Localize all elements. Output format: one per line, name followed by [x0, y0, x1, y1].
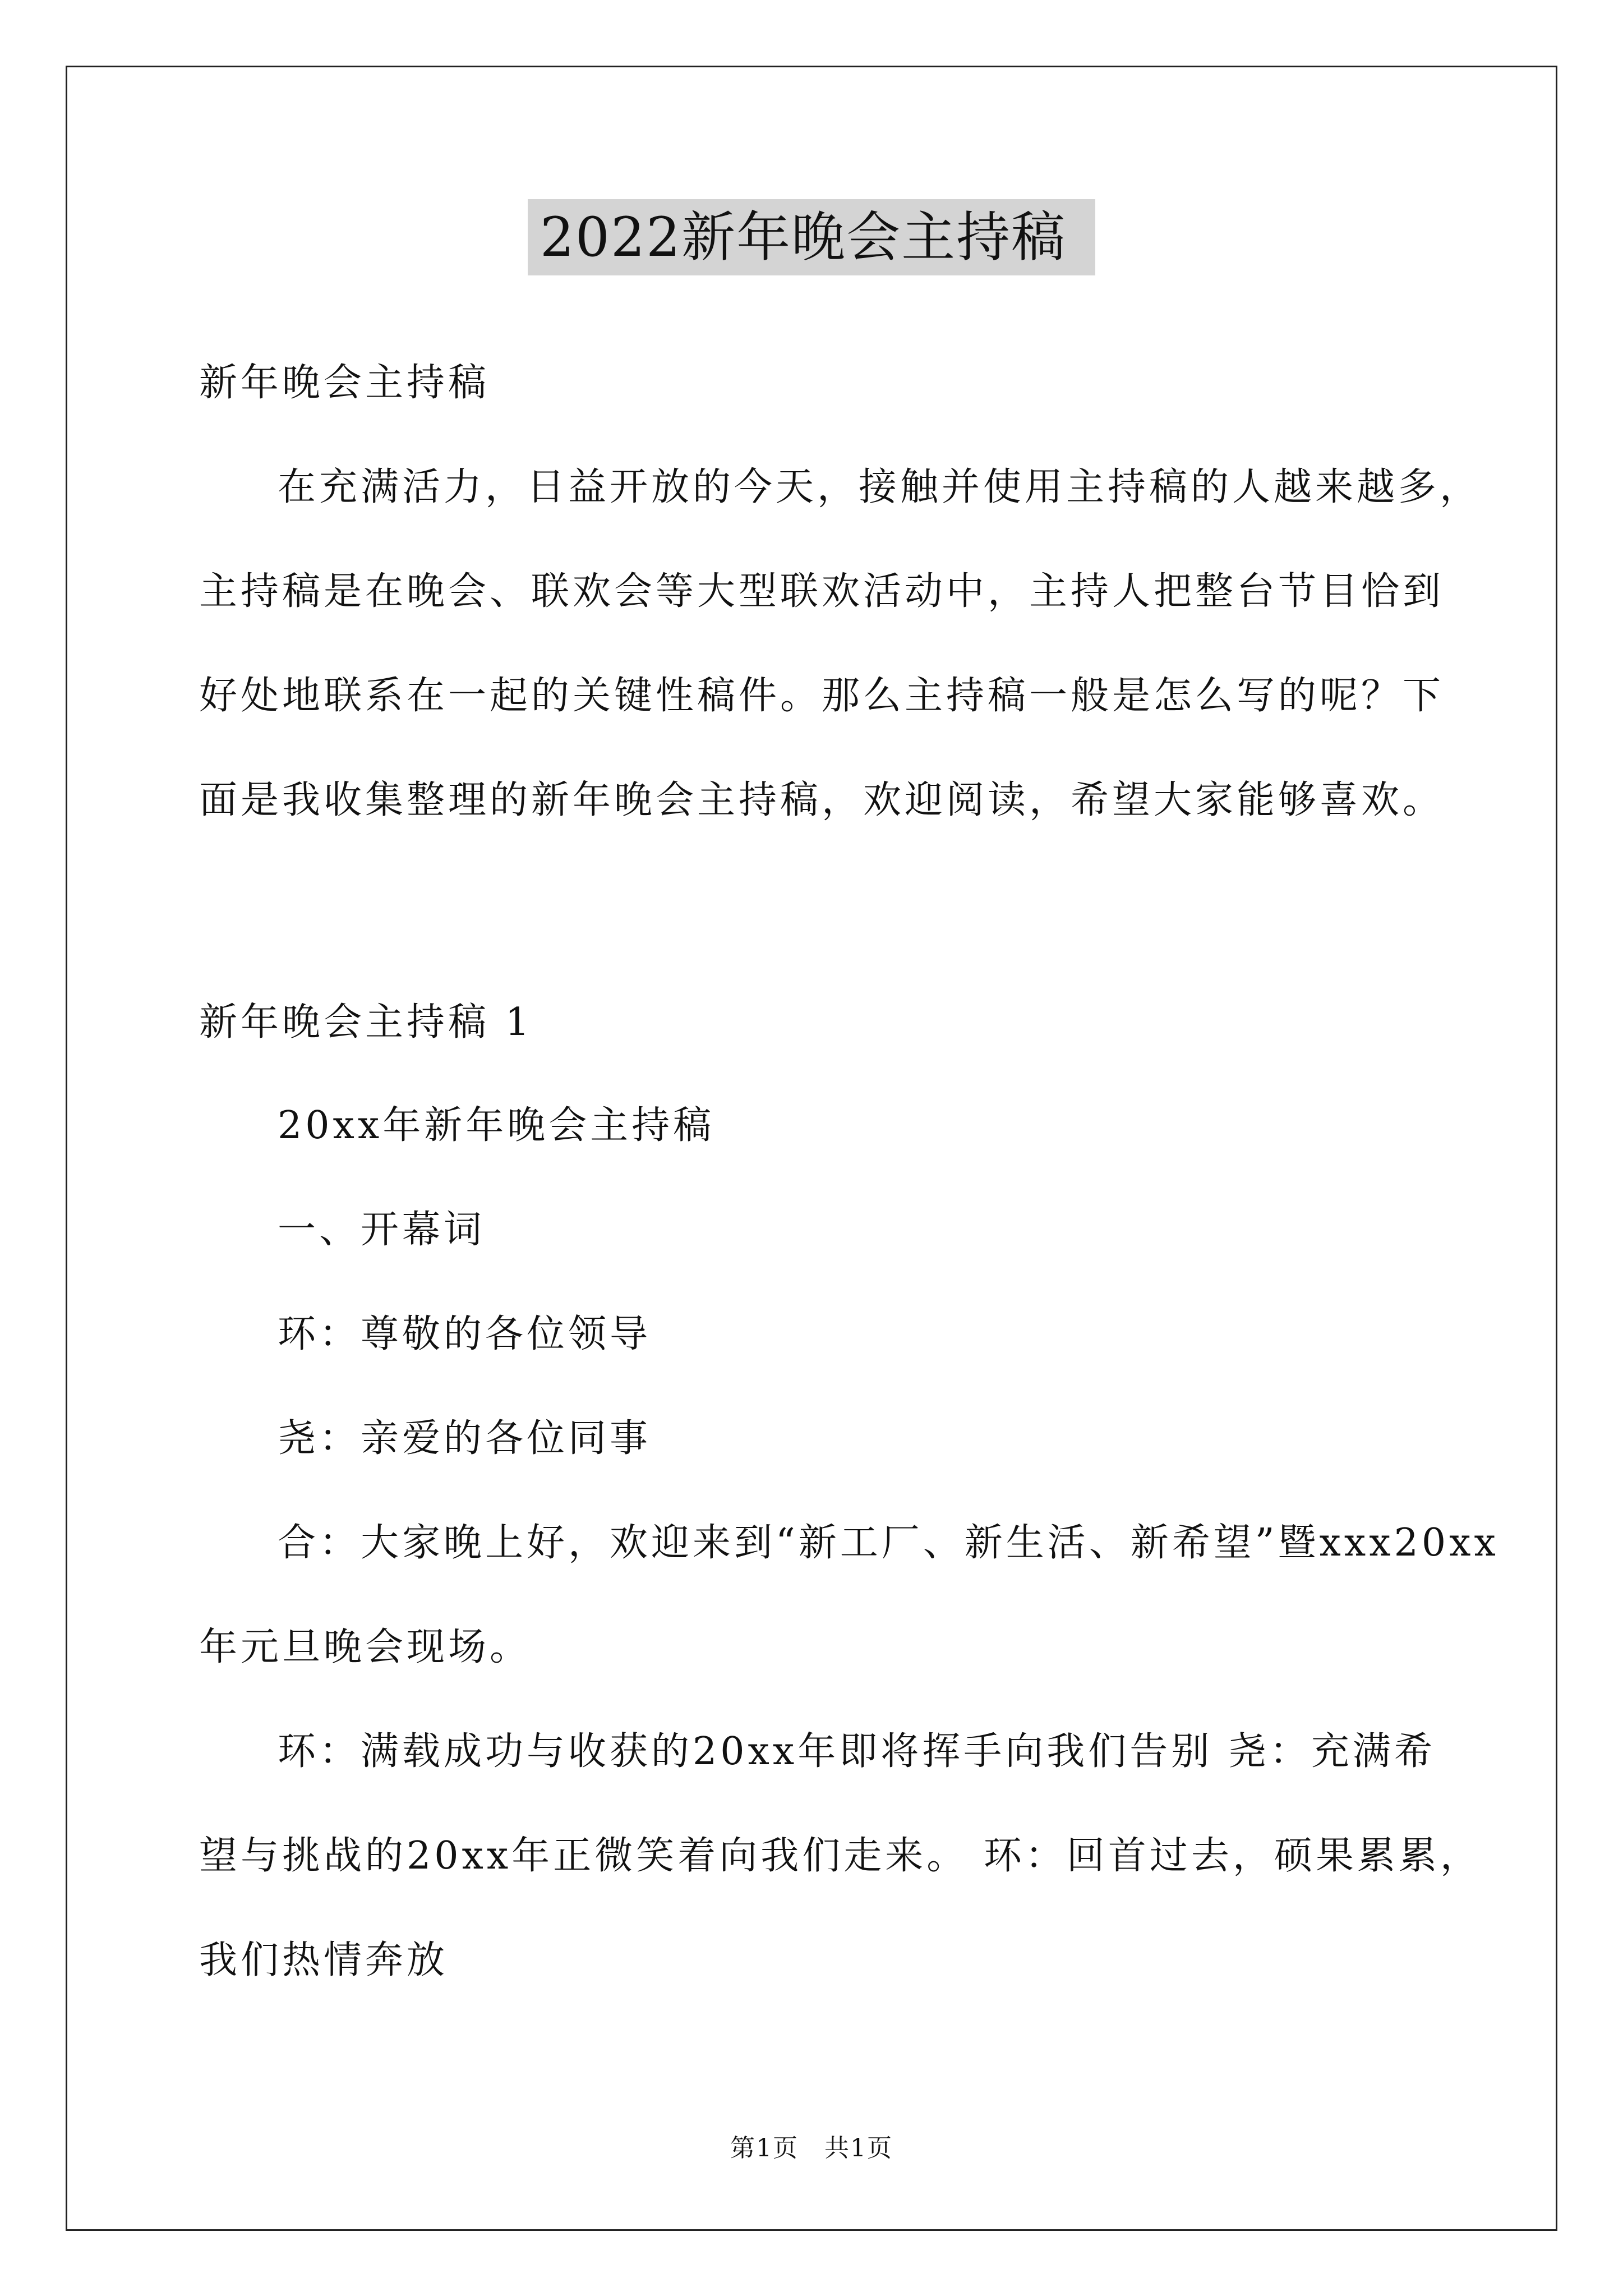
document-title: 2022新年晚会主持稿 — [528, 199, 1095, 275]
subtitle: 新年晚会主持稿 — [199, 361, 490, 405]
intro-line-2: 主持稿是在晚会、联欢会等大型联欢活动中，主持人把整台节目恰到 — [199, 569, 1445, 614]
dialogue-he-2: 年元旦晚会现场。 — [199, 1625, 532, 1669]
dialogue-huan-1: 环：尊敬的各位领导 — [278, 1312, 652, 1356]
part-heading: 一、开幕词 — [278, 1208, 486, 1252]
page-number-total: 共1页 — [824, 2134, 893, 2162]
dialogue-he-1: 合：大家晚上好，欢迎来到“新工厂、新生活、新希望”暨xxx20xx — [278, 1521, 1499, 1565]
section-title: 20xx年新年晚会主持稿 — [278, 1103, 715, 1148]
dialogue-huan-2c: 我们热情奔放 — [199, 1938, 449, 1982]
intro-line-3: 好处地联系在一起的关键性稿件。那么主持稿一般是怎么写的呢？下 — [199, 674, 1445, 718]
section-heading: 新年晚会主持稿 1 — [199, 1000, 533, 1045]
page-number-current: 第1页 — [730, 2134, 799, 2162]
page-footer — [0, 2132, 1623, 2165]
dialogue-yao-1: 尧：亲爱的各位同事 — [278, 1416, 652, 1461]
intro-line-1: 在充满活力，日益开放的今天，接触并使用主持稿的人越来越多， — [278, 465, 1482, 509]
intro-line-4: 面是我收集整理的新年晚会主持稿，欢迎阅读，希望大家能够喜欢。 — [199, 778, 1445, 822]
dialogue-huan-2b: 望与挑战的20xx年正微笑着向我们走来。 环：回首过去，硕果累累， — [199, 1834, 1482, 1878]
dialogue-huan-2a: 环：满载成功与收获的20xx年即将挥手向我们告别 尧：充满希 — [278, 1729, 1436, 1774]
title-container — [0, 199, 1623, 275]
